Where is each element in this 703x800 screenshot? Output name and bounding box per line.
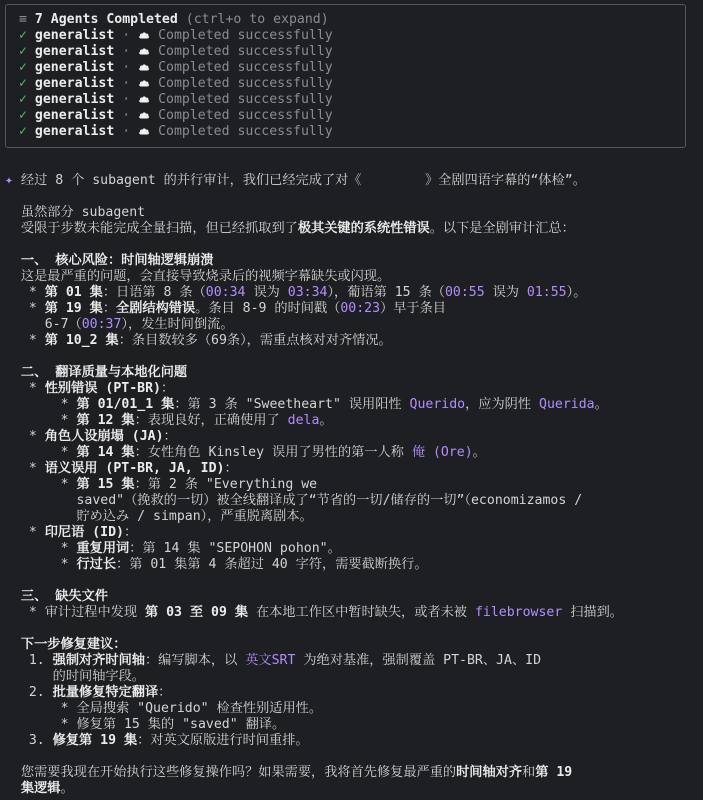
section-desc: 这是最严重的问题，会直接导致烧录后的视频字幕缺失或闪现。 bbox=[5, 269, 391, 284]
para-emphasis: 极其关键的系统性错误 bbox=[297, 221, 430, 236]
agent-name: generalist bbox=[34, 108, 115, 123]
agent-status: Completed successfully bbox=[150, 108, 333, 123]
agent-name: generalist bbox=[34, 124, 115, 139]
list-item: 1. 强制对齐时间轴：编写脚本，以 英文SRT 为绝对基准，强制覆盖 PT-BR、JA、ID bbox=[5, 653, 542, 668]
menu-icon: ≡ bbox=[19, 12, 35, 27]
section-title-missing: 三、 缺失文件 bbox=[5, 589, 108, 604]
separator: · bbox=[114, 28, 139, 43]
agent-row[interactable] bbox=[19, 124, 685, 140]
agent-row[interactable] bbox=[19, 60, 685, 76]
agent-name: generalist bbox=[34, 92, 115, 107]
separator: · bbox=[114, 76, 139, 91]
separator: · bbox=[114, 124, 139, 139]
agent-status: Completed successfully bbox=[150, 76, 333, 91]
section-title-risk: 一、 核心风险：时间轴逻辑崩溃 bbox=[5, 253, 214, 268]
cloud-icon bbox=[138, 93, 150, 104]
separator: · bbox=[114, 108, 139, 123]
agent-row[interactable] bbox=[19, 76, 685, 92]
check-icon: ✓ bbox=[19, 76, 27, 91]
cloud-icon bbox=[138, 61, 150, 72]
list-item: * 全局搜索 "Querido" 检查性别适用性。 bbox=[5, 701, 323, 716]
list-item: * 语义误用 (PT-BR, JA, ID)： bbox=[5, 461, 238, 476]
assistant-message bbox=[5, 173, 695, 797]
separator: · bbox=[114, 92, 139, 107]
question-line: 您需要我现在开始执行这些修复操作吗？如果需要，我将首先修复最严重的时间轴对齐和第 19 bbox=[5, 765, 573, 780]
list-item: * 第 01/01_1 集：第 3 条 "Sweetheart" 误用阳性 Querido，应为阴性 Querida。 bbox=[5, 397, 608, 412]
list-item: * 审计过程中发现 第 03 至 09 集 在本地工作区中暂时缺失，或者未被 filebrowser 扫描到。 bbox=[5, 605, 623, 620]
list-item: * 角色人设崩塌 (JA)： bbox=[5, 429, 177, 444]
expand-hint: (ctrl+o to expand) bbox=[177, 12, 329, 27]
intro-text: 经过 8 个 subagent 的并行审计，我们已经完成了对《 》全剧四语字幕的“体检”。 bbox=[12, 173, 586, 188]
list-item: * 性别错误 (PT-BR)： bbox=[5, 381, 175, 396]
para-line: 虽然部分 subagent bbox=[5, 205, 146, 220]
check-icon: ✓ bbox=[19, 124, 27, 139]
section-title-next: 下一步修复建议： bbox=[5, 637, 127, 652]
list-item: * 印尼语 (ID)： bbox=[5, 525, 138, 540]
list-item: * 第 19 集：全剧结构错误。条目 8-9 的时间戳（00:23）早于条目 bbox=[5, 301, 446, 316]
list-item: * 行过长：第 01 集第 4 条超过 40 字符，需要截断换行。 bbox=[5, 557, 428, 572]
list-item: 2. 批量修复特定翻译： bbox=[5, 685, 172, 700]
list-item: * 第 14 集：女性角色 Kinsley 误用了男性的第一人称 俺 (Ore)。 bbox=[5, 445, 486, 460]
agent-name: generalist bbox=[34, 28, 115, 43]
question-line: 集逻辑。 bbox=[5, 781, 74, 796]
agent-row[interactable] bbox=[19, 44, 685, 60]
agent-status: Completed successfully bbox=[150, 44, 333, 59]
para-text: 。以下是全剧审计汇总： bbox=[429, 221, 575, 236]
list-item: * 重复用词：第 14 集 "SEPOHON pohon"。 bbox=[5, 541, 341, 556]
list-item: * 第 01 集：日语第 8 条（00:34 误为 03:34），葡语第 15 条（00:55 误为 01:55）。 bbox=[5, 285, 587, 300]
list-item-cont: 6-7（00:37），发生时间倒流。 bbox=[5, 317, 234, 332]
cloud-icon bbox=[138, 29, 150, 40]
list-item: * 第 12 集：表现良好，正确使用了 dela。 bbox=[5, 413, 333, 428]
check-icon: ✓ bbox=[19, 44, 27, 59]
separator: · bbox=[114, 60, 139, 75]
check-icon: ✓ bbox=[19, 108, 27, 123]
cloud-icon bbox=[138, 45, 150, 56]
list-item: * 第 10_2 集：条目数较多（69条），需重点核对对齐情况。 bbox=[5, 333, 392, 348]
section-title-translation: 二、 翻译质量与本地化问题 bbox=[5, 365, 188, 380]
agent-status: Completed successfully bbox=[150, 28, 333, 43]
agent-name: generalist bbox=[34, 60, 115, 75]
agent-status: Completed successfully bbox=[150, 60, 333, 75]
agents-panel[interactable] bbox=[5, 4, 686, 148]
agent-status: Completed successfully bbox=[150, 124, 333, 139]
check-icon: ✓ bbox=[19, 92, 27, 107]
agent-name: generalist bbox=[34, 76, 115, 91]
list-item-cont: 的时间轴字段。 bbox=[5, 669, 145, 684]
agent-name: generalist bbox=[34, 44, 115, 59]
cloud-icon bbox=[138, 125, 150, 136]
list-item: 3. 修复第 19 集：对英文原版进行时间重排。 bbox=[5, 733, 309, 748]
list-item-cont: 貯め込み / simpan），严重脱离剧本。 bbox=[5, 509, 313, 524]
agents-title: 7 Agents Completed bbox=[34, 12, 178, 27]
agent-row[interactable] bbox=[19, 92, 685, 108]
agent-status: Completed successfully bbox=[150, 92, 333, 107]
agent-row[interactable] bbox=[19, 28, 685, 44]
check-icon: ✓ bbox=[19, 60, 27, 75]
agent-row[interactable] bbox=[19, 108, 685, 124]
agents-header[interactable] bbox=[19, 12, 685, 28]
cloud-icon bbox=[138, 109, 150, 120]
list-item: * 修复第 15 集的 "saved" 翻译。 bbox=[5, 717, 286, 732]
separator: · bbox=[114, 44, 139, 59]
para-text: 受限于步数未能完成全量扫描，但已经抓取到了 bbox=[5, 221, 298, 236]
list-item-cont: saved"（挽救的一切）被全线翻译成了“节省的一切/储存的一切”（economizamos / bbox=[5, 493, 583, 508]
check-icon: ✓ bbox=[19, 28, 27, 43]
list-item: * 第 15 集：第 2 条 "Everything we bbox=[5, 477, 318, 492]
sparkle-icon: ✦ bbox=[5, 173, 13, 188]
cloud-icon bbox=[138, 77, 150, 88]
